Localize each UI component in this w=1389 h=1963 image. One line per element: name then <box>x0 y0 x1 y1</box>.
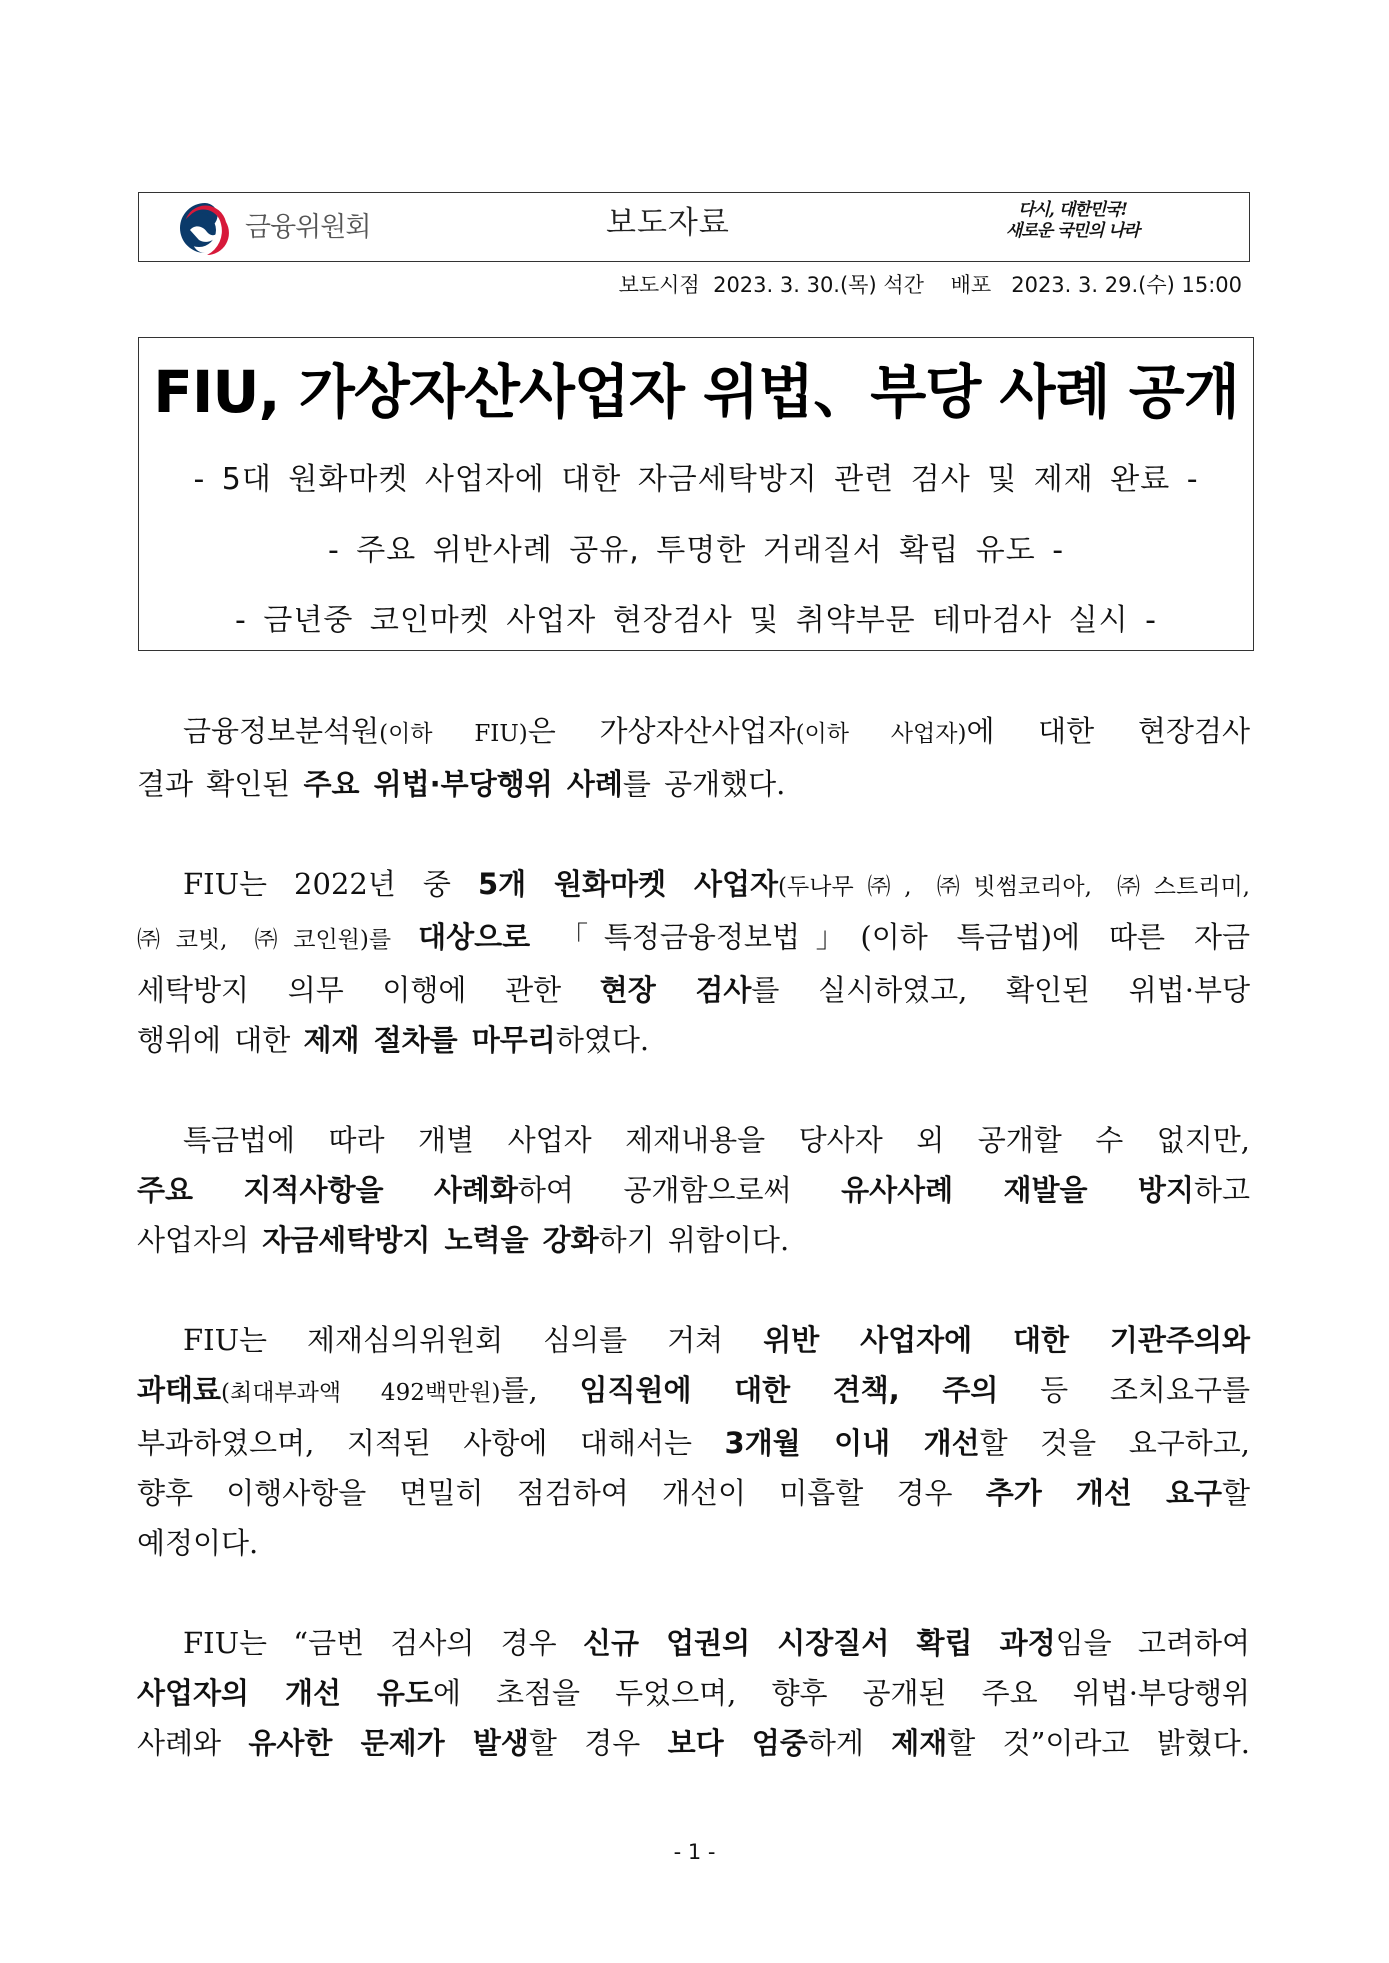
paragraph-3 <box>137 1115 1250 1265</box>
emphasis: 주요 지적사항을 사례화 <box>137 1173 518 1207</box>
body-content <box>137 706 1250 1768</box>
paragraph-line: FIU는 “금번 검사의 경우 신규 업권의 시장질서 확립 과정임을 고려하여 <box>183 1626 1250 1660</box>
paragraph-line: 사업자의 개선 유도에 초점을 두었으며, 향후 공개된 주요 위법·부당행위 <box>137 1676 1250 1710</box>
paragraph-line: 부과하였으며, 지적된 사항에 대해서는 3개월 이내 개선할 것을 요구하고, <box>137 1426 1250 1460</box>
paragraph-line: 사례와 유사한 문제가 발생할 경우 보다 엄중하게 제재할 것”이라고 밝혔다. <box>137 1726 1251 1760</box>
paragraph-2 <box>137 859 1250 1065</box>
embargo-value: 2023. 3. 30.(목) 석간 <box>713 273 924 297</box>
doc-type-label: 보도자료 <box>606 205 730 241</box>
emphasis: 주요 위법·부당행위 사례 <box>303 767 623 801</box>
embargo-label: 보도시점 <box>618 273 700 297</box>
release-value: 2023. 3. 29.(수) 15:00 <box>1011 273 1242 297</box>
org-name: 금융위원회 <box>245 212 371 243</box>
emphasis: 제재 <box>891 1726 948 1760</box>
paragraph-4 <box>137 1315 1250 1568</box>
paragraph-line: 특금법에 따라 개별 사업자 제재내용을 당사자 외 공개할 수 없지만, <box>183 1123 1250 1157</box>
emphasis: 현장 검사 <box>599 973 752 1007</box>
paragraph-line: 세탁방지 의무 이행에 관한 현장 검사를 실시하였고, 확인된 위법·부당 <box>137 973 1250 1007</box>
emphasis: 3개월 이내 개선 <box>724 1426 980 1460</box>
paragraph-line: 예정이다. <box>137 1526 259 1560</box>
page-title: FIU, 가상자산사업자 위법、부당 사례 공개 <box>153 358 1239 426</box>
emphasis: 자금세탁방지 노력을 강화 <box>262 1223 599 1257</box>
paragraph-line: FIU는 제재심의위원회 심의를 거쳐 위반 사업자에 대한 기관주의와 <box>183 1323 1250 1357</box>
emphasis: 사업자의 개선 유도 <box>137 1676 433 1710</box>
slogan <box>985 200 1160 242</box>
government-emblem-icon <box>177 200 233 256</box>
release-label: 배포 <box>950 273 992 297</box>
emphasis: 제재 절차를 마무리 <box>303 1023 556 1057</box>
emphasis: 5개 원화마켓 사업자 <box>477 867 779 901</box>
emphasis: 임직원에 대한 견책, 주의 <box>579 1373 999 1407</box>
paragraph-line: 과태료(최대부과액 492백만원)를, 임직원에 대한 견책, 주의 등 조치요구를 <box>137 1373 1250 1407</box>
emphasis: 유사사례 재발을 방지 <box>841 1173 1194 1207</box>
paragraph-line: 향후 이행사항을 면밀히 점검하여 개선이 미흡할 경우 추가 개선 요구할 <box>137 1476 1250 1510</box>
emphasis: 위반 사업자에 대한 기관주의와 <box>763 1323 1250 1357</box>
emphasis: 신규 업권의 시장질서 확립 과정 <box>582 1626 1056 1660</box>
page-number: - 1 - <box>673 1840 716 1864</box>
subtitle-2: - 주요 위반사례 공유, 투명한 거래질서 확립 유도 - <box>327 533 1065 568</box>
paragraph-line: 결과 확인된 주요 위법·부당행위 사례를 공개했다. <box>137 767 786 801</box>
emphasis: 과태료 <box>137 1373 222 1407</box>
release-dates <box>619 270 1242 300</box>
emphasis: 보다 엄중 <box>667 1726 808 1760</box>
paragraph-line: ㈜코빗, ㈜코인원)를 대상으로 「특정금융정보법」(이하 특금법)에 따른 자금 <box>137 920 1250 954</box>
paragraph-line: 행위에 대한 제재 절차를 마무리하였다. <box>137 1023 650 1057</box>
emphasis: 유사한 문제가 발생 <box>248 1726 529 1760</box>
paragraph-5 <box>137 1618 1250 1768</box>
paragraph-line: 주요 지적사항을 사례화하여 공개함으로써 유사사례 재발을 방지하고 <box>137 1173 1250 1207</box>
paragraph-line: FIU는 2022년 중 5개 원화마켓 사업자(두나무㈜, ㈜빗썸코리아, ㈜스트리미, <box>183 867 1250 901</box>
subtitle-3: - 금년중 코인마켓 사업자 현장검사 및 취약부문 테마검사 실시 - <box>235 603 1157 638</box>
emphasis: 대상으로 <box>418 920 531 954</box>
paragraph-1 <box>137 706 1250 809</box>
slogan-line-2: 새로운 국민의 나라 <box>1005 221 1140 241</box>
emphasis: 추가 개선 요구 <box>985 1476 1222 1510</box>
slogan-line-1: 다시, 대한민국! <box>1018 200 1127 220</box>
paragraph-line: 사업자의 자금세탁방지 노력을 강화하기 위함이다. <box>137 1223 790 1257</box>
paragraph-line: 금융정보분석원(이하 FIU)은 가상자산사업자(이하 사업자)에 대한 현장검사 <box>183 714 1250 748</box>
subtitle-1: - 5대 원화마켓 사업자에 대한 자금세탁방지 관련 검사 및 제재 완료 - <box>193 462 1199 497</box>
